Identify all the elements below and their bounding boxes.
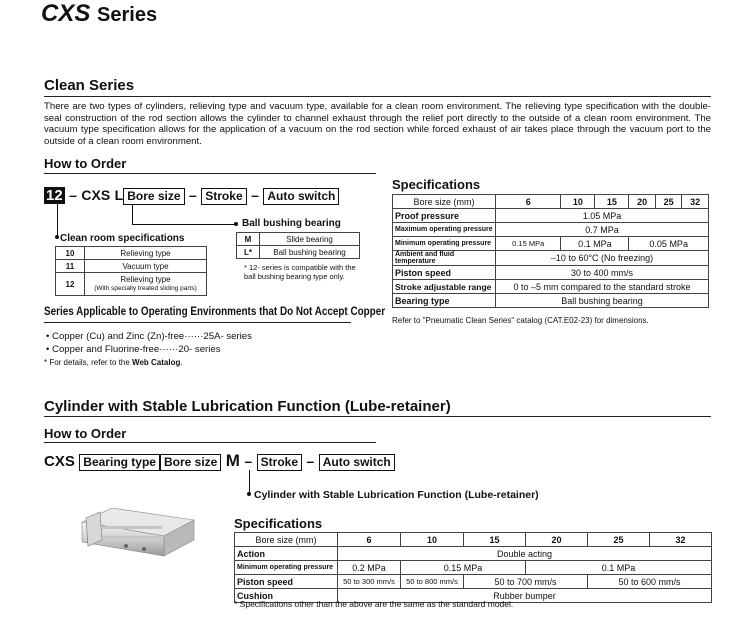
env-note <box>44 358 183 367</box>
how-to-order-heading: How to Order <box>44 156 127 171</box>
table-row <box>393 294 709 308</box>
env-item: • Copper (Cu) and Zinc (Zn)-free······25A- series <box>46 331 252 342</box>
lube-order-code <box>44 451 395 471</box>
code-dash: – <box>69 187 77 203</box>
env-rule <box>44 322 351 323</box>
table-cell: 12 <box>56 273 85 296</box>
lube-how-to-order: How to Order <box>44 426 127 441</box>
row-label: Maximum operating pressure <box>393 223 496 237</box>
table-header: Bore size (mm) <box>235 533 338 547</box>
table-header: Bore size (mm) <box>393 195 496 209</box>
table-row <box>56 247 207 260</box>
leader-line <box>57 204 58 237</box>
table-header: 25 <box>655 195 681 209</box>
code-dash: – <box>244 453 253 469</box>
code-badge: 12 <box>46 187 63 204</box>
table-header: 15 <box>464 533 526 547</box>
leader-dot <box>234 222 238 226</box>
table-cell: 0.15 MPa <box>496 237 561 251</box>
lube-rule <box>44 416 711 417</box>
row-label: Piston speed <box>393 266 496 280</box>
code-suffix: L <box>114 187 124 203</box>
table-row <box>393 223 709 237</box>
web-catalog-link[interactable]: Web Catalog <box>132 358 181 367</box>
table-row <box>237 246 360 259</box>
clean-series-description: There are two types of cylinders, relieving type and vacuum type, available for a clean room environment. The relieving type specification with the double-seal construction of the rod section allows the cylinder to channel exhaust through the relief port directly to the outside of a clean room environment. The vacuum type specification allows for the application of a vacuum on the rod section while forced exhaust of air takes place through the vacuum port to the outside of a clean room environment. <box>44 101 711 148</box>
table-header: 32 <box>682 195 709 209</box>
table-header: 20 <box>526 533 588 547</box>
title-series: Series <box>97 4 158 26</box>
code-dash: – <box>306 453 315 469</box>
row-label: Piston speed <box>235 575 338 589</box>
table-cell: M <box>237 233 260 246</box>
table-header: 32 <box>650 533 712 547</box>
table-cell: 50 to 800 mm/s <box>401 575 464 589</box>
lube-specs-heading: Specifications <box>234 516 323 531</box>
table-cell: Relieving type <box>85 247 207 260</box>
table-cell: 0.1 MPa <box>561 237 629 251</box>
table-row <box>393 209 709 223</box>
table-cell-line: Relieving type <box>120 275 171 284</box>
row-label: Proof pressure <box>393 209 496 223</box>
lube-how-rule <box>44 442 376 443</box>
clean-specs-table <box>392 194 709 308</box>
row-label: Stroke adjustable range <box>393 280 496 294</box>
table-header: 10 <box>561 195 595 209</box>
clean-series-heading: Clean Series <box>44 77 135 94</box>
table-cell: Slide bearing <box>260 233 360 246</box>
code-dash: – <box>251 187 259 203</box>
table-row <box>393 280 709 294</box>
table-row <box>237 233 360 246</box>
table-cell: L* <box>237 246 260 259</box>
code-bearing-type: Bearing type <box>79 454 160 471</box>
code-m: M <box>225 451 240 470</box>
leader-dot <box>247 492 251 496</box>
env-heading: Series Applicable to Operating Environments that Do Not Accept Copper <box>44 306 386 318</box>
table-cell: Ball bushing bearing <box>496 294 709 308</box>
lube-callout: Cylinder with Stable Lubrication Function (Lube-retainer) <box>254 489 539 501</box>
row-label: Bearing type <box>393 294 496 308</box>
table-cell-line: (With specially treated sliding parts) <box>94 285 197 292</box>
table-cell: 1.05 MPa <box>496 209 709 223</box>
table-header: 6 <box>338 533 401 547</box>
page-title <box>41 0 157 28</box>
table-row <box>393 195 709 209</box>
row-label: Minimum operating pressure <box>235 561 338 575</box>
row-label: Ambient and fluid temperature <box>393 251 496 266</box>
table-cell <box>85 273 207 296</box>
code-prefix: CXS <box>81 187 111 203</box>
table-cell: 0 to –5 mm compared to the standard stroke <box>496 280 709 294</box>
title-main: CXS <box>41 0 91 27</box>
code-stroke: Stroke <box>257 454 302 471</box>
env-item: • Copper and Fluorine-free······20- series <box>46 344 221 355</box>
table-header: 20 <box>629 195 655 209</box>
clean-specs-note: Refer to "Pneumatic Clean Series" catalog (CAT.E02-23) for dimensions. <box>392 316 649 325</box>
table-header: 10 <box>401 533 464 547</box>
table-header: 25 <box>588 533 650 547</box>
table-cell: 50 to 300 mm/s <box>338 575 401 589</box>
table-cell: 0.05 MPa <box>629 237 709 251</box>
leader-line <box>249 470 250 494</box>
lube-specs-table <box>234 532 712 603</box>
table-cell: 0.7 MPa <box>496 223 709 237</box>
table-cell: –10 to 60°C (No freezing) <box>496 251 709 266</box>
code-bore-size: Bore size <box>160 454 221 471</box>
table-row <box>235 575 712 589</box>
table-cell: 0.1 MPa <box>526 561 712 575</box>
clean-series-rule <box>44 96 711 97</box>
table-header: 15 <box>595 195 629 209</box>
clean-order-code <box>44 187 339 205</box>
table-cell: Ball bushing bearing <box>260 246 360 259</box>
env-item-text: Copper (Cu) and Zinc (Zn)-free······25A- series <box>52 331 252 342</box>
lube-specs-note: * Specifications other than the above are the same as the standard model. <box>234 599 514 609</box>
ball-bushing-note: * 12- series is compatible with the ball bushing bearing type only. <box>244 263 356 281</box>
table-row <box>393 266 709 280</box>
env-note-suffix: . <box>180 358 183 367</box>
ball-bushing-label: Ball bushing bearing <box>242 218 341 229</box>
table-cell: Rubber bumper <box>338 589 712 603</box>
code-prefix: CXS <box>44 453 75 470</box>
env-item-text: Copper and Fluorine-free······20- series <box>52 344 221 355</box>
how-to-order-rule <box>44 173 376 174</box>
table-row <box>235 547 712 561</box>
table-cell: 11 <box>56 260 85 273</box>
table-row <box>56 273 207 296</box>
table-row <box>235 561 712 575</box>
row-label: Minimum operating pressure <box>393 237 496 251</box>
table-cell: 0.15 MPa <box>401 561 526 575</box>
table-cell: Double acting <box>338 547 712 561</box>
table-cell: Vacuum type <box>85 260 207 273</box>
table-row <box>56 260 207 273</box>
clean-room-label: Clean room specifications <box>60 233 185 244</box>
code-auto-switch: Auto switch <box>263 188 339 205</box>
table-cell: 30 to 400 mm/s <box>496 266 709 280</box>
leader-line <box>132 224 236 225</box>
clean-room-table <box>55 246 207 296</box>
ball-bushing-table <box>236 232 360 259</box>
row-label: Cushion <box>235 589 338 603</box>
lube-heading: Cylinder with Stable Lubrication Function (Lube-retainer) <box>44 398 451 415</box>
code-dash: – <box>189 187 197 203</box>
table-cell: 50 to 600 mm/s <box>588 575 712 589</box>
row-label: Action <box>235 547 338 561</box>
code-stroke: Stroke <box>201 188 246 205</box>
code-bore-size: Bore size <box>123 188 184 205</box>
table-cell: 0.2 MPa <box>338 561 401 575</box>
code-auto-switch: Auto switch <box>319 454 395 471</box>
table-cell: 10 <box>56 247 85 260</box>
table-row <box>235 533 712 547</box>
leader-dot <box>55 235 59 239</box>
table-cell: 50 to 700 mm/s <box>464 575 588 589</box>
table-row <box>393 237 709 251</box>
leader-line <box>132 204 133 225</box>
env-note-prefix: * For details, refer to the <box>44 358 133 367</box>
table-header: 6 <box>496 195 561 209</box>
table-row <box>393 251 709 266</box>
clean-specs-heading: Specifications <box>392 177 481 192</box>
cylinder-illustration <box>72 500 200 570</box>
